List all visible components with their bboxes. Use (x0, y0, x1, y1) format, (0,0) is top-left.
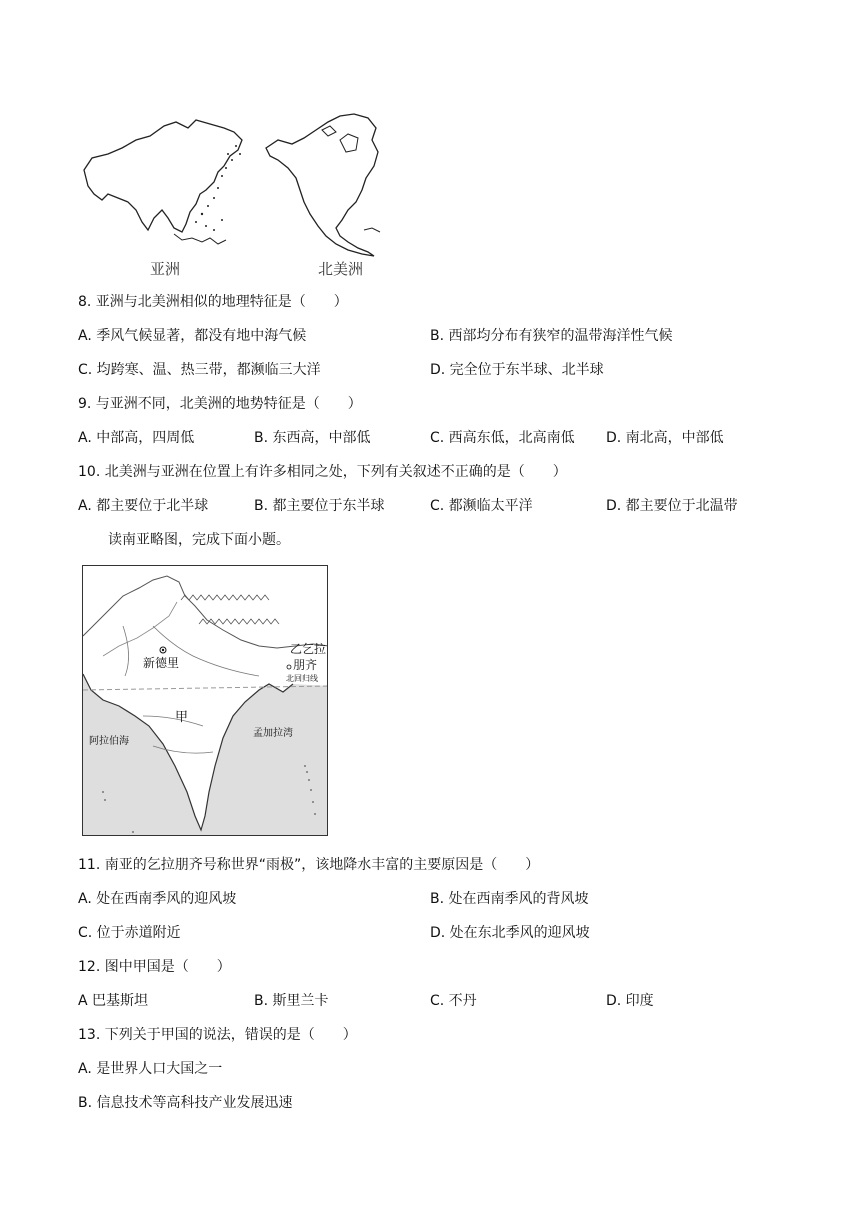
question-10-option-a[interactable]: A. 都主要位于北半球 (78, 498, 209, 514)
asia-north-america-outline (78, 110, 398, 260)
question-8-option-b[interactable]: B. 西部均分布有狭窄的温带海洋性气候 (430, 328, 673, 344)
question-12-option-a[interactable]: A 巴基斯坦 (78, 993, 149, 1009)
question-10-stem: 10. 北美洲与亚洲在位置上有许多相同之处，下列有关叙述不正确的是（ ） (78, 464, 567, 480)
question-10-option-b[interactable]: B. 都主要位于东半球 (254, 498, 385, 514)
question-9-stem: 9. 与亚洲不同，北美洲的地势特征是（ ） (78, 396, 362, 412)
caption-north-america: 北美洲 (318, 260, 364, 278)
label-bay-of-bengal: 孟加拉湾 (253, 728, 293, 739)
continent-maps-figure (78, 110, 398, 280)
reading-instruction: 读南亚略图，完成下面小题。 (108, 532, 290, 548)
question-12-option-b[interactable]: B. 斯里兰卡 (254, 993, 329, 1009)
label-yi: 乙 (290, 642, 303, 656)
label-jia: 甲 (175, 710, 189, 725)
question-12-option-c[interactable]: C. 不丹 (430, 993, 477, 1009)
label-arabian-sea: 阿拉伯海 (89, 736, 129, 747)
question-8-stem: 8. 亚洲与北美洲相似的地理特征是（ ） (78, 294, 348, 310)
question-11-option-d[interactable]: D. 处在东北季风的迎风坡 (430, 925, 590, 941)
question-8-option-c[interactable]: C. 均跨寒、温、热三带，都濒临三大洋 (78, 362, 321, 378)
question-11-option-b[interactable]: B. 处在西南季风的背风坡 (430, 891, 589, 907)
question-12-stem: 12. 图中甲国是（ ） (78, 959, 231, 975)
question-13-option-b[interactable]: B. 信息技术等高科技产业发展迅速 (78, 1095, 293, 1111)
question-11-stem: 11. 南亚的乞拉朋齐号称世界“雨极”，该地降水丰富的主要原因是（ ） (78, 857, 540, 873)
label-cherrapunji-1: 乞拉 (302, 642, 327, 656)
question-10-option-c[interactable]: C. 都濒临太平洋 (430, 498, 533, 514)
question-10-option-d[interactable]: D. 都主要位于北温带 (606, 498, 738, 514)
south-asia-map-drawing (83, 566, 328, 836)
question-13-option-a[interactable]: A. 是世界人口大国之一 (78, 1061, 223, 1077)
question-12-option-d[interactable]: D. 印度 (606, 993, 654, 1009)
label-tropic-of-cancer: 北回归线 (286, 674, 318, 683)
question-8-option-d[interactable]: D. 完全位于东半球、北半球 (430, 362, 604, 378)
question-9-option-a[interactable]: A. 中部高，四周低 (78, 430, 195, 446)
question-11-option-c[interactable]: C. 位于赤道附近 (78, 925, 181, 941)
label-cherrapunji-2: 朋齐 (293, 658, 318, 672)
south-asia-map (82, 565, 328, 836)
label-new-delhi: 新德里 (143, 656, 180, 670)
question-11-option-a[interactable]: A. 处在西南季风的迎风坡 (78, 891, 237, 907)
question-9-option-d[interactable]: D. 南北高，中部低 (606, 430, 724, 446)
caption-asia: 亚洲 (150, 260, 181, 278)
question-9-option-c[interactable]: C. 西高东低，北高南低 (430, 430, 575, 446)
question-13-stem: 13. 下列关于甲国的说法，错误的是（ ） (78, 1027, 357, 1043)
question-8-option-a[interactable]: A. 季风气候显著，都没有地中海气候 (78, 328, 307, 344)
question-9-option-b[interactable]: B. 东西高，中部低 (254, 430, 371, 446)
